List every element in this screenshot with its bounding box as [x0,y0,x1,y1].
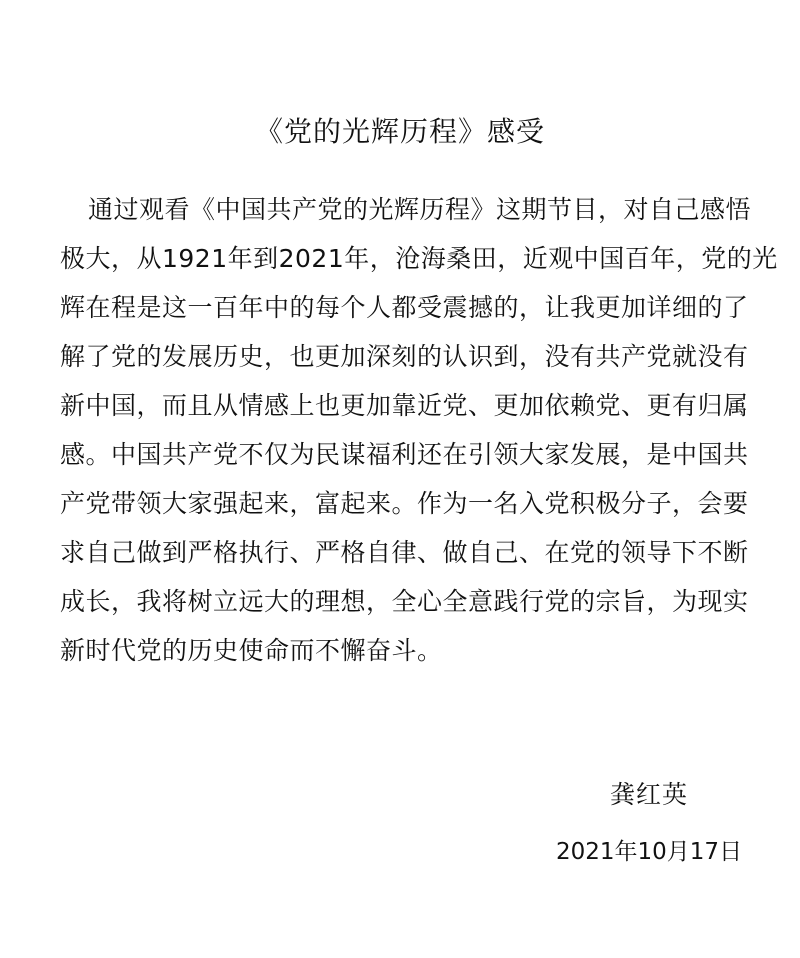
body-line: 产党带领大家强起来，富起来。作为一名入党积极分子，会要 [60,489,749,518]
body-line: 求自己做到严格执行、严格自律、做自己、在党的领导下不断 [60,538,749,567]
document-date: 2021年10月17日 [556,839,743,865]
body-line: 辉在程是这一百年中的每个人都受震撼的，让我更加详细的了 [60,293,749,322]
document-title: 《党的光辉历程》感受 [254,115,545,148]
body-line: 通过观看《中国共产党的光辉历程》这期节目，对自己感悟 [88,195,752,224]
author-signature: 龚红英 [610,780,689,809]
body-line: 成长，我将树立远大的理想，全心全意践行党的宗旨，为现实 [60,587,749,616]
body-line: 新时代党的历史使命而不懈奋斗。 [60,636,443,665]
document-body [60,185,778,675]
body-line: 感。中国共产党不仅为民谋福利还在引领大家发展，是中国共 [60,440,749,469]
body-line: 极大，从1921年到2021年，沧海桑田，近观中国百年，党的光 [60,244,778,273]
body-line: 解了党的发展历史，也更加深刻的认识到，没有共产党就没有 [60,342,749,371]
body-line: 新中国，而且从情感上也更加靠近党、更加依赖党、更有归属 [60,391,749,420]
